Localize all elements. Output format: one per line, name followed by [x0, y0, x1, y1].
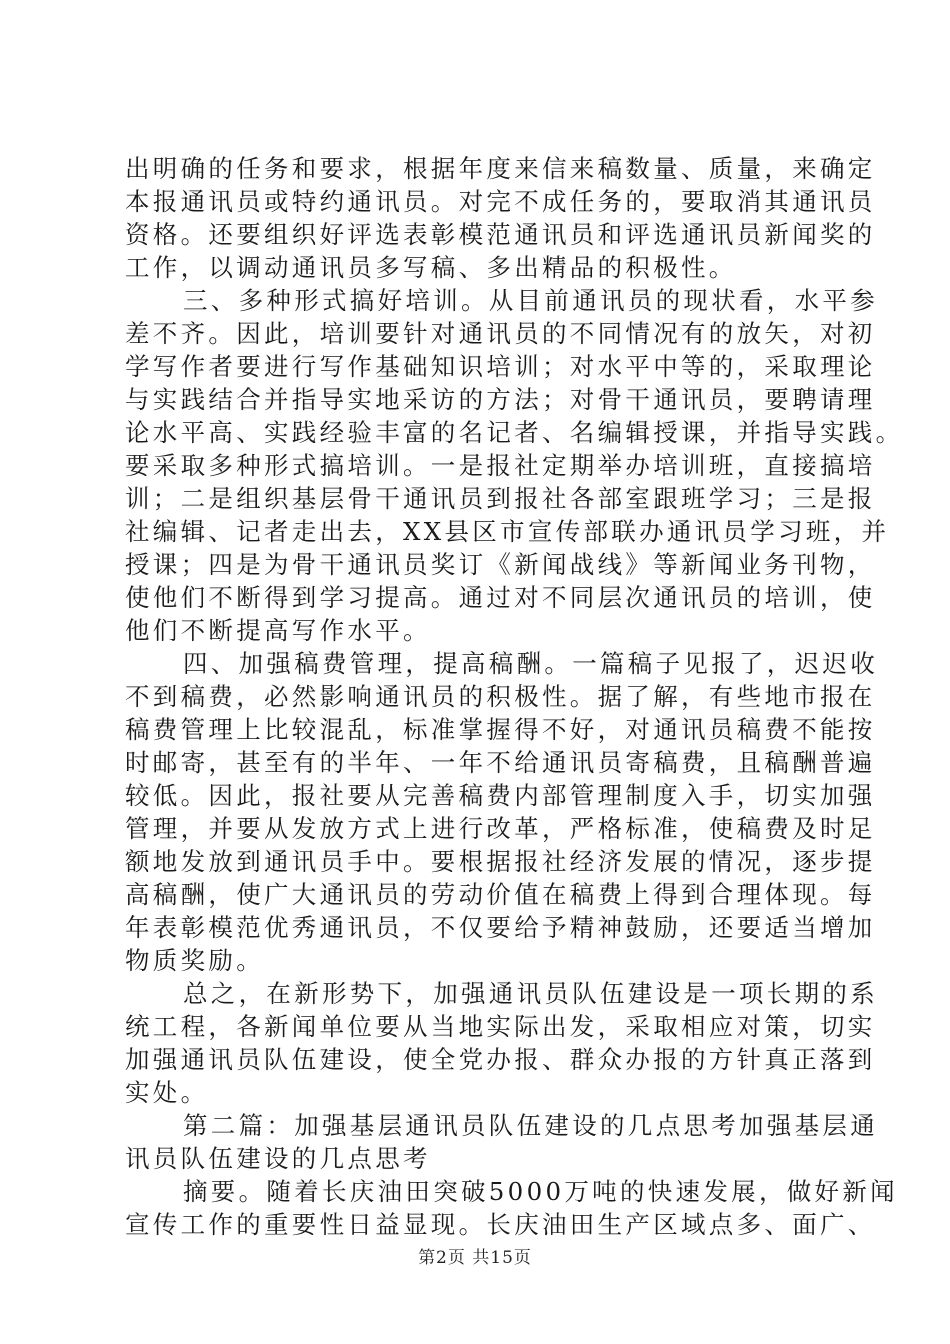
text-line: 学写作者要进行写作基础知识培训；对水平中等的，采取理论: [125, 352, 876, 381]
text-line: 差不齐。因此，培训要针对通讯员的不同情况有的放矢，对初: [125, 319, 876, 348]
text-line: 年表彰模范优秀通讯员，不仅要给予精神鼓励，还要适当增加: [125, 913, 876, 942]
text-line: 摘要。随着长庆油田突破5000万吨的快速发展，做好新闻: [183, 1177, 898, 1206]
text-line: 社编辑、记者走出去，XX县区市宣传部联办通讯员学习班，并: [125, 517, 890, 546]
text-line: 物质奖励。: [125, 946, 264, 975]
text-line: 资格。还要组织好评选表彰模范通讯员和评选通讯员新闻奖的: [125, 220, 876, 249]
text-line: 加强通讯员队伍建设，使全党办报、群众办报的方针真正落到: [125, 1045, 876, 1074]
text-line: 本报通讯员或特约通讯员。对完不成任务的，要取消其通讯员: [125, 187, 876, 216]
text-line: 授课；四是为骨干通讯员奖订《新闻战线》等新闻业务刊物，: [125, 550, 876, 579]
text-line: 总之，在新形势下，加强通讯员队伍建设是一项长期的系: [183, 979, 878, 1008]
page-number-label: 第2页 共15页: [418, 1248, 532, 1268]
text-line: 讯员队伍建设的几点思考: [125, 1144, 431, 1173]
text-line: 使他们不断得到学习提高。通过对不同层次通讯员的培训，使: [125, 583, 876, 612]
text-line: 出明确的任务和要求，根据年度来信来稿数量、质量，来确定: [125, 154, 876, 183]
text-line: 三、多种形式搞好培训。从目前通讯员的现状看，水平参: [183, 286, 878, 315]
text-line: 训；二是组织基层骨干通讯员到报社各部室跟班学习；三是报: [125, 484, 876, 513]
text-line: 不到稿费，必然影响通讯员的积极性。据了解，有些地市报在: [125, 682, 876, 711]
text-line: 实处。: [125, 1078, 209, 1107]
text-line: 他们不断提高写作水平。: [125, 616, 431, 645]
text-line: 稿费管理上比较混乱，标准掌握得不好，对通讯员稿费不能按: [125, 715, 876, 744]
text-line: 宣传工作的重要性日益显现。长庆油田生产区域点多、面广、: [125, 1210, 876, 1239]
page-footer: [0, 1243, 950, 1268]
text-line: 额地发放到通讯员手中。要根据报社经济发展的情况，逐步提: [125, 847, 876, 876]
text-line: 与实践结合并指导实地采访的方法；对骨干通讯员，要聘请理: [125, 385, 876, 414]
text-line: 管理，并要从发放方式上进行改革，严格标准，使稿费及时足: [125, 814, 876, 843]
text-line: 要采取多种形式搞培训。一是报社定期举办培训班，直接搞培: [125, 451, 876, 480]
text-line: 第二篇：加强基层通讯员队伍建设的几点思考加强基层通: [183, 1111, 878, 1140]
text-line: 四、加强稿费管理，提高稿酬。一篇稿子见报了，迟迟收: [183, 649, 878, 678]
text-line: 论水平高、实践经验丰富的名记者、名编辑授课，并指导实践。: [125, 418, 904, 447]
text-line: 统工程，各新闻单位要从当地实际出发，采取相应对策，切实: [125, 1012, 876, 1041]
text-line: 工作，以调动通讯员多写稿、多出精品的积极性。: [125, 253, 737, 282]
document-body: [125, 152, 904, 1241]
text-line: 高稿酬，使广大通讯员的劳动价值在稿费上得到合理体现。每: [125, 880, 876, 909]
text-line: 时邮寄，甚至有的半年、一年不给通讯员寄稿费，且稿酬普遍: [125, 748, 876, 777]
text-line: 较低。因此，报社要从完善稿费内部管理制度入手，切实加强: [125, 781, 876, 810]
